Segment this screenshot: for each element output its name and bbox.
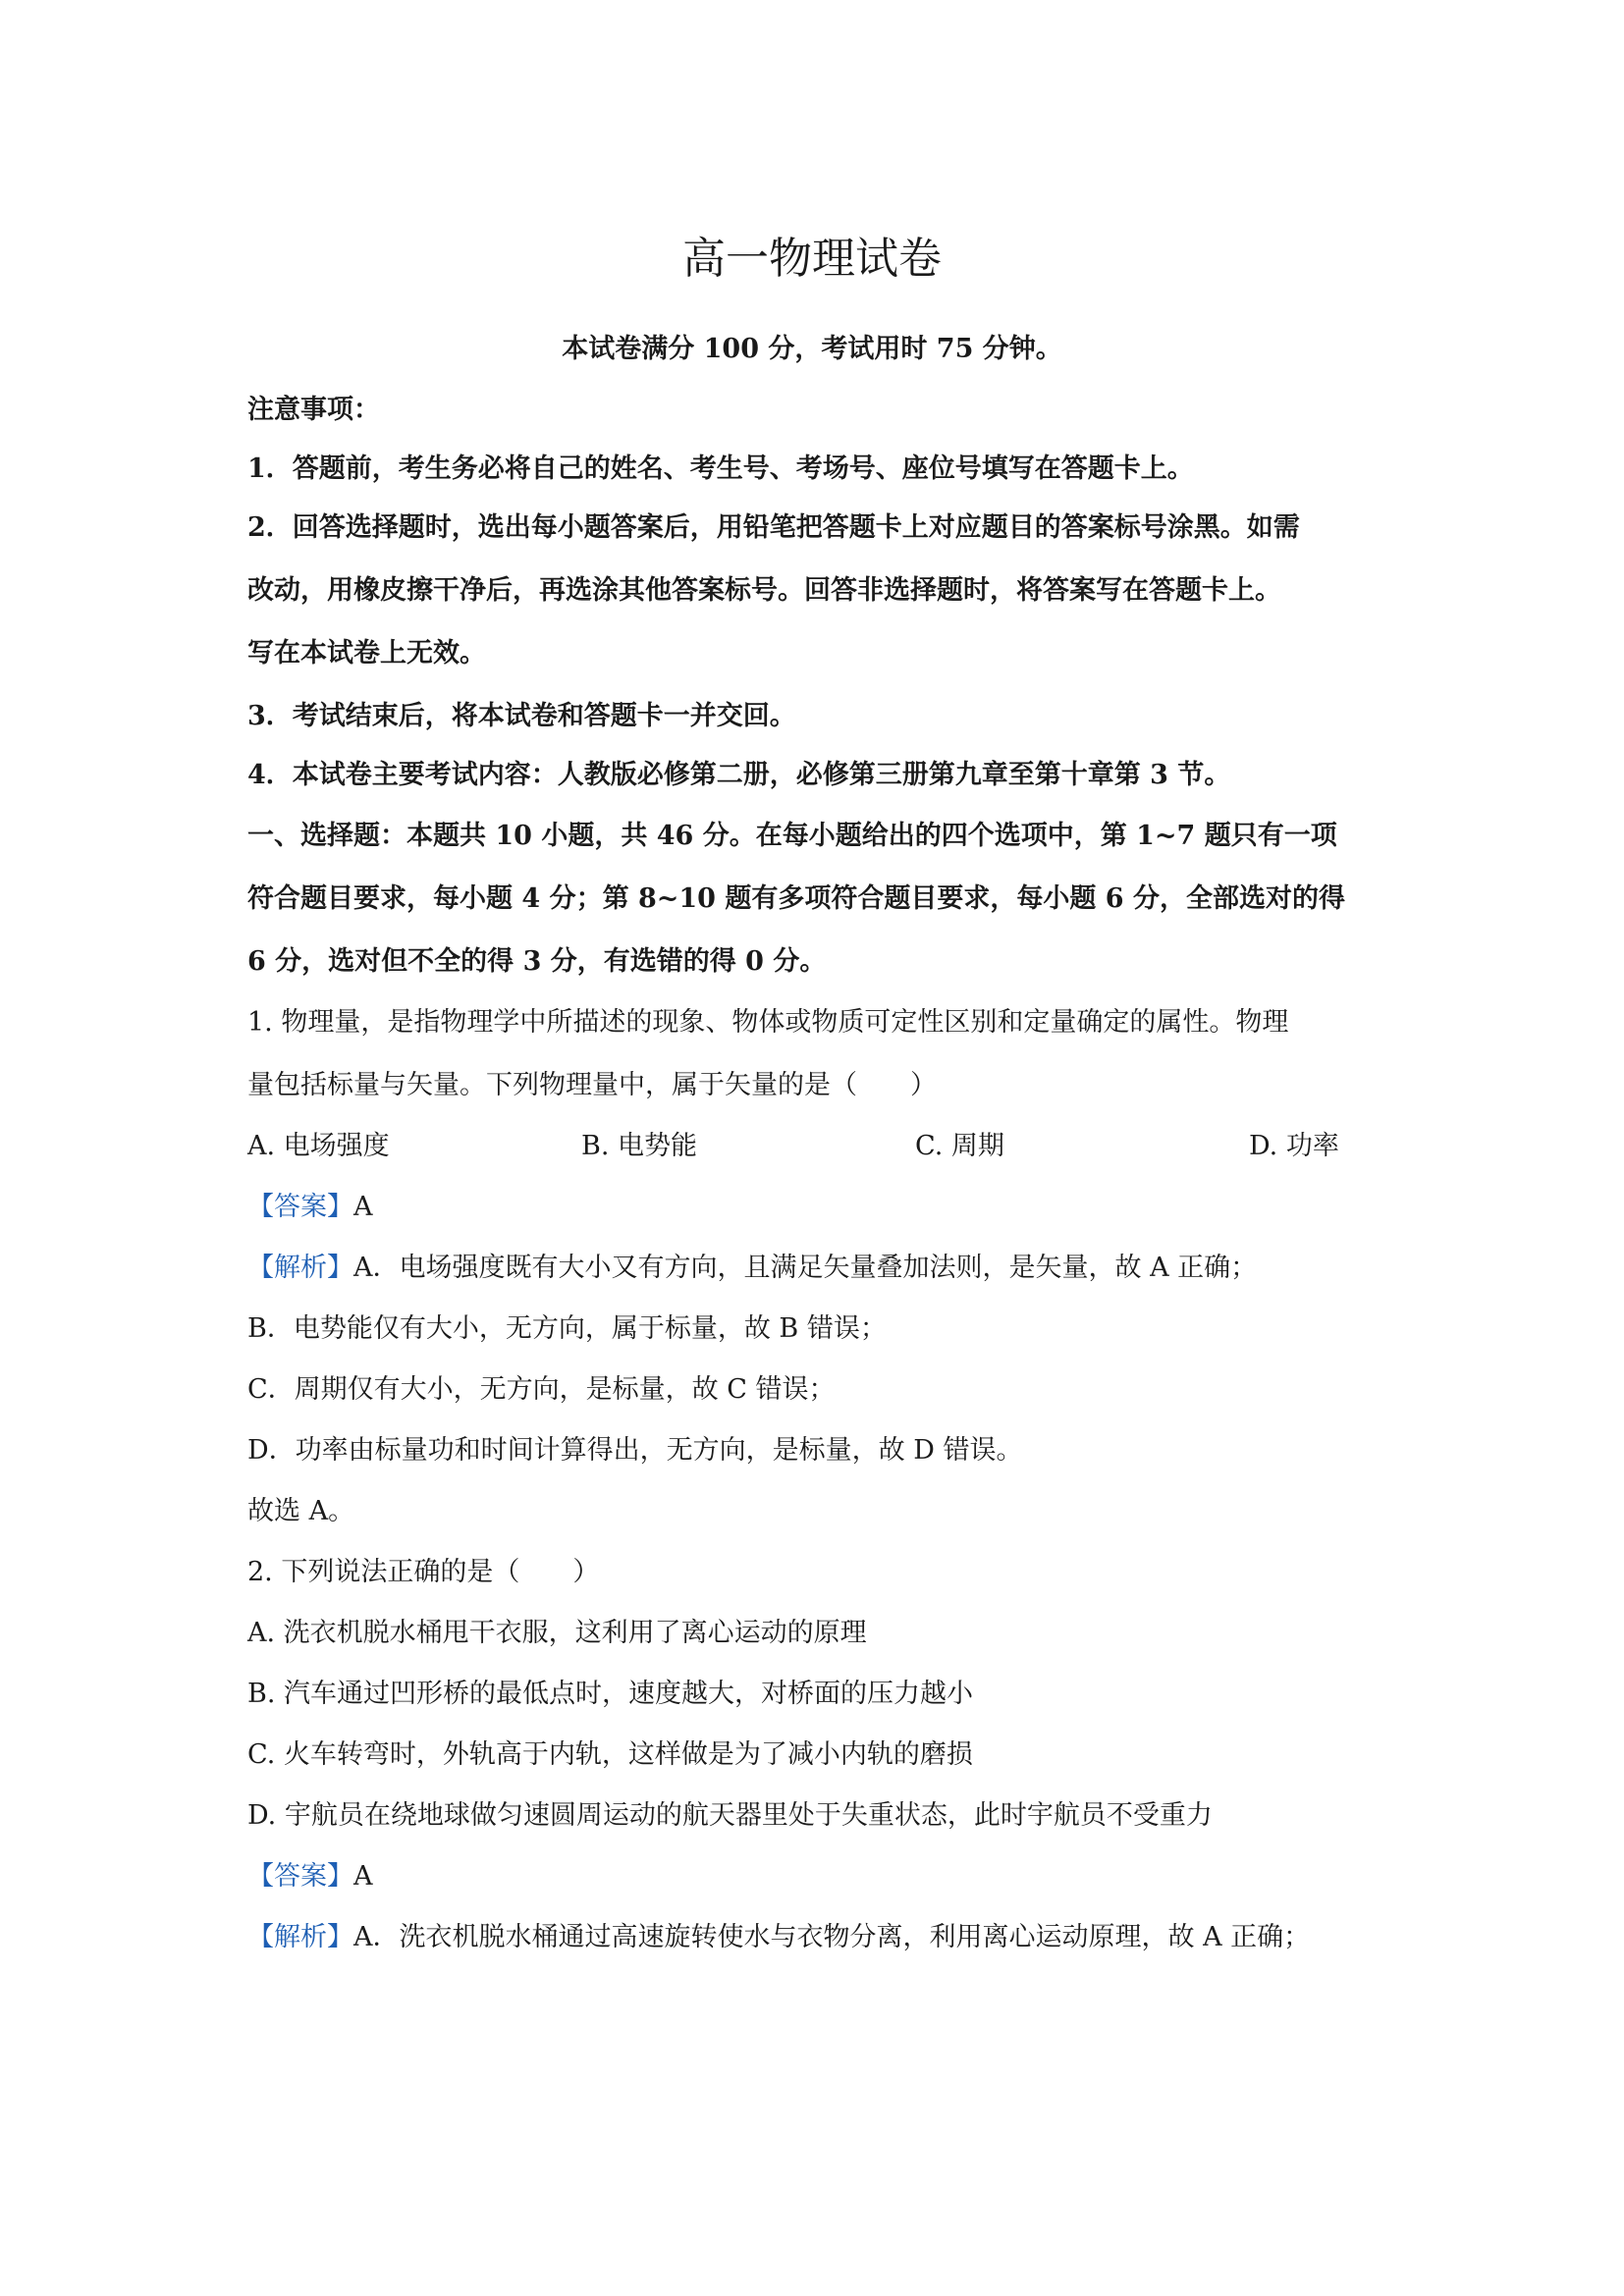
question-1-analysis: [247, 1251, 1406, 1286]
analysis-tag: 【解析】: [247, 1922, 353, 1952]
answer-tag: 【答案】: [247, 1861, 353, 1892]
notice-line: 3．考试结束后，将本试卷和答题卡一并交回。: [247, 701, 796, 731]
notice-line: 改动，用橡皮擦干净后，再选涂其他答案标号。回答非选择题时，将答案写在答题卡上。: [247, 575, 1281, 606]
notice-heading: 注意事项：: [247, 395, 380, 425]
page-title: 高一物理试卷: [682, 234, 942, 284]
question-2-stem: 2. 下列说法正确的是（ ）: [247, 1557, 600, 1587]
conclusion-line: 故选 A。: [247, 1496, 355, 1526]
question-1-stem: 量包括标量与矢量。下列物理量中，属于矢量的是（ ）: [247, 1070, 937, 1100]
notice-line: 4．本试卷主要考试内容：人教版必修第二册，必修第三册第九章至第十章第 3 节。: [247, 760, 1231, 790]
exam-subtitle: 本试卷满分 100 分，考试用时 75 分钟。: [562, 334, 1062, 364]
question-1-answer: [247, 1190, 1406, 1225]
analysis-tag: 【解析】: [247, 1253, 353, 1283]
answer-tag: 【答案】: [247, 1192, 353, 1222]
analysis-text: A．电场强度既有大小又有方向，且满足矢量叠加法则，是矢量，故 A 正确；: [353, 1253, 1258, 1283]
option-a: A. 洗衣机脱水桶甩干衣服，这利用了离心运动的原理: [247, 1618, 867, 1648]
analysis-line: C．周期仅有大小，无方向，是标量，故 C 错误；: [247, 1374, 836, 1405]
option-d: D. 功率: [1249, 1131, 1339, 1161]
analysis-text: A．洗衣机脱水桶通过高速旋转使水与衣物分离，利用离心运动原理，故 A 正确；: [353, 1922, 1311, 1952]
option-c: C. 周期: [915, 1131, 1004, 1161]
notice-line: 2．回答选择题时，选出每小题答案后，用铅笔把答题卡上对应题目的答案标号涂黑。如需: [247, 512, 1300, 543]
analysis-line: D．功率由标量功和时间计算得出，无方向，是标量，故 D 错误。: [247, 1435, 1023, 1466]
option-b: B. 汽车通过凹形桥的最低点时，速度越大，对桥面的压力越小: [247, 1679, 974, 1709]
question-1-options: [247, 1129, 1406, 1164]
section-heading-line: 一、选择题：本题共 10 小题，共 46 分。在每小题给出的四个选项中，第 1~7 题只有一项: [247, 821, 1337, 851]
answer-value: A: [353, 1861, 373, 1892]
option-a: A. 电场强度: [247, 1131, 390, 1161]
option-c: C. 火车转弯时，外轨高于内轨，这样做是为了减小内轨的磨损: [247, 1739, 973, 1770]
answer-value: A: [353, 1192, 373, 1222]
section-heading-line: 符合题目要求，每小题 4 分；第 8~10 题有多项符合题目要求，每小题 6 分，全部选对的得: [247, 883, 1345, 914]
section-heading-line: 6 分，选对但不全的得 3 分，有选错的得 0 分。: [247, 946, 827, 977]
question-2-answer: [247, 1859, 1406, 1895]
analysis-line: B．电势能仅有大小，无方向，属于标量，故 B 错误；: [247, 1313, 887, 1344]
option-b: B. 电势能: [581, 1131, 698, 1161]
notice-line: 1．答题前，考生务必将自己的姓名、考生号、考场号、座位号填写在答题卡上。: [247, 454, 1194, 484]
option-d: D. 宇航员在绕地球做匀速圆周运动的航天器里处于失重状态，此时宇航员不受重力: [247, 1800, 1213, 1831]
question-1-stem: 1. 物理量，是指物理学中所描述的现象、物体或物质可定性区别和定量确定的属性。物理: [247, 1007, 1289, 1038]
notice-line: 写在本试卷上无效。: [247, 638, 486, 668]
question-2-analysis: [247, 1920, 1406, 1955]
